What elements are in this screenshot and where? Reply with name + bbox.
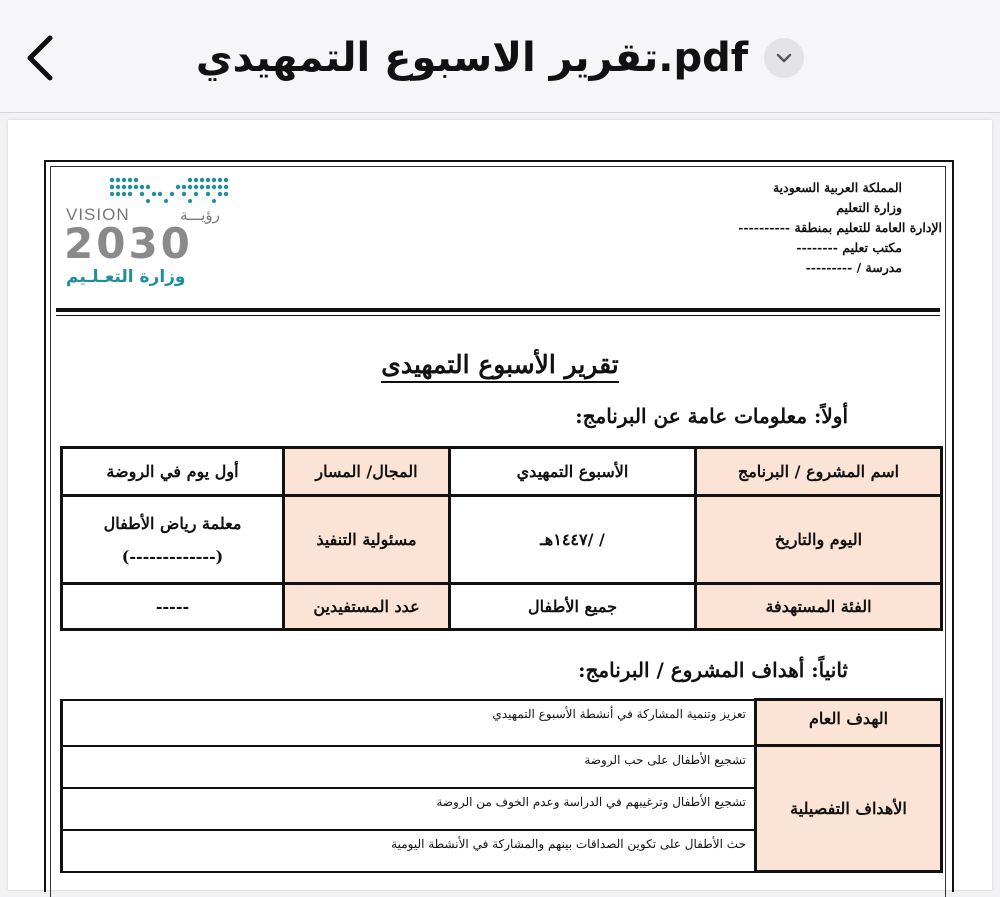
header-ministry: وزارة التعليم: [836, 200, 902, 215]
document-title: تقرير الأسبوع التمهيدى: [300, 350, 700, 379]
app-bar: [0, 0, 1000, 113]
section-1-heading: أولاً: معلومات عامة عن البرنامج:: [575, 404, 848, 428]
table-row: [62, 448, 942, 496]
responsibility-value: معلمة رياض الأطفال: [103, 513, 242, 533]
file-title: تقرير الاسبوع التمهيدي.pdf: [195, 35, 749, 81]
responsibility-cell: [62, 496, 284, 584]
vision-arabic-text: رؤيـــة: [180, 206, 220, 224]
beneficiaries-value: -----: [62, 584, 284, 630]
title-menu-button[interactable]: [764, 38, 804, 78]
responsibility-label: مسئولية التنفيذ: [284, 496, 450, 584]
table-row: [62, 746, 942, 788]
detailed-goals-label: الأهداف التفصيلية: [756, 746, 942, 872]
general-goal-value: تعزيز وتنمية المشاركة في أنشطة الأسبوع التمهيدي: [62, 700, 756, 746]
target-label: الفئة المستهدفة: [696, 584, 942, 630]
header-office: مكتب تعليم --------: [796, 240, 902, 255]
table-row: [62, 700, 942, 746]
header-school: مدرسة / ---------: [805, 260, 902, 275]
table-row: [62, 584, 942, 630]
general-goal-label: الهدف العام: [756, 700, 942, 746]
header-country: المملكة العربية السعودية: [772, 180, 902, 195]
section-2-heading: ثانياً: أهداف المشروع / البرنامج:: [578, 658, 848, 682]
ministry-logo-text: وزارة التعـلـيم: [66, 267, 186, 287]
detailed-goal-1: تشجيع الأطفال على حب الروضة: [62, 746, 756, 788]
school-header: [602, 178, 942, 278]
date-value: / /١٤٤٧هـ: [450, 496, 696, 584]
target-value: جميع الأطفال: [450, 584, 696, 630]
vision-2030-logo: [62, 172, 242, 287]
responsibility-name: (-------------): [121, 546, 224, 566]
project-value: الأسبوع التمهيدي: [450, 448, 696, 496]
program-info-table: [60, 446, 943, 631]
beneficiaries-label: عدد المستفيدين: [284, 584, 450, 630]
table-row: [62, 496, 942, 584]
detailed-goal-2: تشجيع الأطفال وترغيبهم في الدراسة وعدم الخوف من الروضة: [62, 788, 756, 830]
header-directorate: الإدارة العامة للتعليم بمنطقة ----------: [738, 220, 942, 235]
year-2030: 2030: [64, 219, 193, 268]
detailed-goal-3: حث الأطفال على تكوين الصداقات بينهم والمشاركة في الأنشطة اليومية: [62, 830, 756, 872]
vision-text: VISION: [66, 205, 130, 224]
chevron-down-icon: [775, 52, 793, 64]
project-label: اسم المشروع / البرنامج: [696, 448, 942, 496]
domain-label: المجال/ المسار: [284, 448, 450, 496]
goals-table: [60, 698, 943, 873]
domain-value: أول يوم في الروضة: [62, 448, 284, 496]
date-label: اليوم والتاريخ: [696, 496, 942, 584]
header-divider-thin: [56, 315, 940, 316]
header-divider: [56, 308, 940, 312]
